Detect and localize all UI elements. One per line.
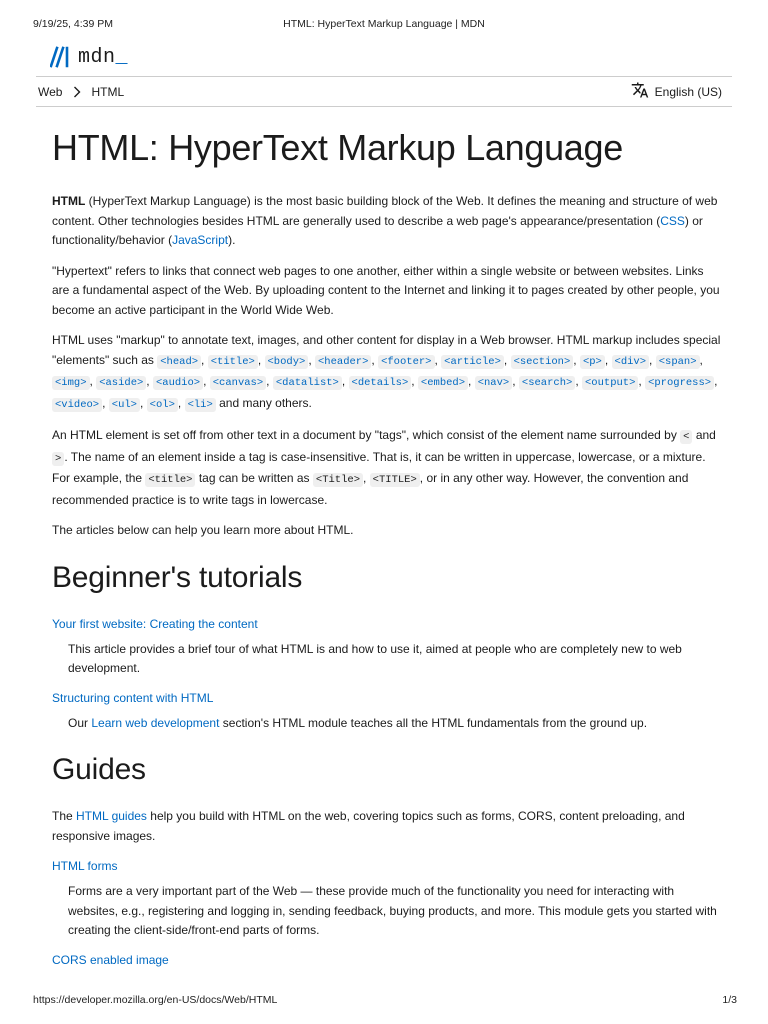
element-code: <video> <box>52 398 102 412</box>
intro-paragraph-1 <box>52 192 722 251</box>
list-item-term <box>52 857 722 876</box>
list-item-description: This article provides a brief tour of what HTML is and how to use it, aimed at people who are completely new to web development. <box>68 641 682 675</box>
element-separator: , <box>468 374 475 388</box>
print-date: 9/19/25, 4:39 PM <box>33 18 113 30</box>
list-item-description: Forms are a very important part of the Web — these provide much of the functionality you need for interacting with websites, e.g., registering and logging in, sending feedback, buying products, and more. This module gets you started with creating the client-side/front-end parts of forms. <box>68 884 717 937</box>
element-link[interactable] <box>645 374 714 388</box>
print-url: https://developer.mozilla.org/en-US/docs/Web/HTML <box>33 994 278 1006</box>
element-separator: , <box>140 395 147 410</box>
intro-paragraph-4 <box>52 426 722 510</box>
element-code: <article> <box>441 355 504 369</box>
css-link[interactable]: CSS <box>660 213 685 228</box>
element-link[interactable] <box>185 396 216 410</box>
intro-text: ). <box>228 233 236 247</box>
element-link[interactable] <box>208 353 258 367</box>
element-code: <ul> <box>109 398 140 412</box>
element-separator: , <box>649 352 656 367</box>
element-link[interactable] <box>315 353 371 367</box>
code-title-upper: <TITLE> <box>370 473 420 487</box>
element-code: <aside> <box>96 376 146 390</box>
intro-text: An HTML element is set off from other text in a document by "tags", which consist of the element name surrounded by <box>52 428 681 442</box>
element-link[interactable] <box>157 353 201 367</box>
element-separator: , <box>699 352 703 367</box>
print-header <box>0 0 768 30</box>
chevron-right-icon <box>73 86 81 98</box>
element-separator: , <box>371 352 379 367</box>
element-code: <audio> <box>153 376 203 390</box>
javascript-link[interactable]: JavaScript <box>172 233 229 247</box>
translate-icon <box>631 81 649 102</box>
page-title: HTML: HyperText Markup Language <box>52 127 623 168</box>
intro-paragraph-5: The articles below can help you learn more about HTML. <box>52 523 354 537</box>
element-link[interactable] <box>378 353 434 367</box>
element-link[interactable] <box>96 374 146 388</box>
breadcrumb <box>36 85 124 99</box>
element-code: <details> <box>349 376 412 390</box>
intro-text: , or in any other way. However, the convention and recommended practice is to write tags in lowercase. <box>52 471 689 507</box>
element-code: <title> <box>208 355 258 369</box>
language-switcher[interactable] <box>625 80 732 103</box>
list-item-term <box>52 951 722 970</box>
breadcrumb-bar <box>36 76 732 107</box>
element-code: <header> <box>315 355 371 369</box>
intro-text: and <box>692 428 716 442</box>
intro-text: (HyperText Markup Language) is the most basic building block of the Web. It defines the meaning and structure of web content. Other technologies besides HTML are generally used to describe a web page's appearance/presentation ( <box>52 194 718 228</box>
logo-cursor: _ <box>115 45 129 69</box>
element-separator: , <box>503 352 511 367</box>
element-link[interactable] <box>441 353 504 367</box>
element-separator: , <box>203 374 210 388</box>
list-item-term <box>52 689 722 708</box>
intro-text: tag can be written as <box>195 471 313 485</box>
language-label: English (US) <box>654 84 722 99</box>
beginner-tutorials-list <box>52 615 722 734</box>
element-code: <ol> <box>147 398 178 412</box>
html-forms-link[interactable]: HTML forms <box>52 859 118 873</box>
beginner-tutorials-heading: Beginner's tutorials <box>52 560 303 594</box>
guides-heading: Guides <box>52 753 146 786</box>
element-separator: , <box>512 374 519 388</box>
html-guides-link[interactable]: HTML guides <box>76 809 147 823</box>
element-link[interactable] <box>52 396 102 410</box>
element-separator: , <box>341 374 349 388</box>
element-link[interactable] <box>475 374 513 388</box>
intro-paragraph-2: "Hypertext" refers to links that connect web pages to one another, either within a single website or between websites. Links are a fundamental aspect of the Web. By uploading content to the Internet and linking it to pages created by other people, you become an active participant in the World Wide Web. <box>52 263 720 317</box>
element-code: <search> <box>519 376 575 390</box>
element-separator: , <box>177 395 185 410</box>
element-separator: , <box>714 374 718 388</box>
element-code: <embed> <box>418 376 468 390</box>
html-strong: HTML <box>52 194 86 208</box>
element-separator: , <box>89 374 97 388</box>
list-item-term <box>52 615 722 634</box>
element-separator: , <box>308 352 315 367</box>
element-link[interactable] <box>612 353 650 367</box>
element-separator: , <box>434 352 442 367</box>
intro-text: and many others. <box>215 395 312 410</box>
element-code: <nav> <box>475 376 513 390</box>
element-code: <head> <box>157 355 201 369</box>
element-separator: , <box>102 395 109 410</box>
element-link[interactable] <box>519 374 575 388</box>
element-link[interactable] <box>210 374 266 388</box>
element-code: <li> <box>185 398 216 412</box>
element-separator: , <box>575 374 582 388</box>
element-link[interactable] <box>511 353 574 367</box>
mdn-logo-link[interactable] <box>50 44 128 70</box>
guides-text: The <box>52 809 77 823</box>
element-link[interactable] <box>656 353 700 367</box>
guides-list <box>52 857 722 970</box>
element-code: <canvas> <box>210 376 266 390</box>
element-code: <footer> <box>378 355 434 369</box>
logo-text: mdn <box>78 45 116 69</box>
structuring-content-link[interactable]: Structuring content with HTML <box>52 690 214 705</box>
mdn-logo-icon <box>50 46 72 68</box>
cors-enabled-image-link[interactable]: CORS enabled image <box>52 952 169 967</box>
intro-text: . The name of an element inside a tag is case-insensitive. That is, it can be written in uppercase, lowercase, or a mixture. For example, the <box>52 449 706 485</box>
breadcrumb-item-html[interactable]: HTML <box>91 84 125 99</box>
element-code: <progress> <box>645 376 714 390</box>
main-content <box>52 118 722 976</box>
intro-text: , <box>363 471 370 485</box>
intro-text: HTML uses "markup" to annotate text, images, and other content for display in a Web browser. HTML markup includes special "elements" such as <box>52 333 721 367</box>
element-separator: , <box>257 352 265 367</box>
code-title-tag: <title> <box>145 473 195 487</box>
element-link[interactable] <box>582 374 638 388</box>
element-separator: , <box>201 352 208 367</box>
element-link[interactable] <box>52 374 90 388</box>
element-separator: , <box>266 374 273 388</box>
element-separator: , <box>604 352 612 367</box>
element-separator: , <box>638 374 646 388</box>
breadcrumb-item-web[interactable]: Web <box>38 84 63 99</box>
intro-paragraph-3 <box>52 331 722 415</box>
element-separator: , <box>146 374 153 388</box>
element-link[interactable] <box>273 374 342 388</box>
element-link[interactable] <box>418 374 468 388</box>
element-link[interactable] <box>265 353 309 367</box>
code-gt: > <box>52 452 64 466</box>
desc-text: section's HTML module teaches all the HTML fundamentals from the ground up. <box>219 715 648 730</box>
guides-text: help you build with HTML on the web, covering topics such as forms, CORS, content preloading, and responsive images. <box>52 809 685 843</box>
code-lt: < <box>680 430 692 444</box>
list-item-description <box>68 714 722 734</box>
element-code: <div> <box>612 355 650 369</box>
element-code: <img> <box>52 376 90 390</box>
element-link[interactable] <box>580 353 605 367</box>
intro-text: ) or functionality/behavior ( <box>52 213 703 247</box>
element-link[interactable] <box>109 396 140 410</box>
element-code: <datalist> <box>273 376 342 390</box>
element-code: <output> <box>582 376 638 390</box>
element-code: <section> <box>511 355 574 369</box>
element-separator: , <box>573 352 580 367</box>
guides-intro <box>52 807 722 846</box>
code-title-mixed: <Title> <box>313 473 363 487</box>
element-link[interactable] <box>153 374 203 388</box>
desc-text: Our <box>68 715 92 730</box>
print-page-number: 1/3 <box>722 994 737 1006</box>
element-code: <body> <box>265 355 309 369</box>
learn-web-development-link[interactable]: Learn web development <box>91 715 220 730</box>
element-code: <span> <box>656 355 700 369</box>
your-first-website-link[interactable]: Your first website: Creating the content <box>52 616 258 631</box>
element-code: <p> <box>580 355 605 369</box>
element-link[interactable] <box>349 374 412 388</box>
element-link[interactable] <box>147 396 178 410</box>
element-separator: , <box>411 374 418 388</box>
print-doc-title: HTML: HyperText Markup Language | MDN <box>283 18 485 30</box>
